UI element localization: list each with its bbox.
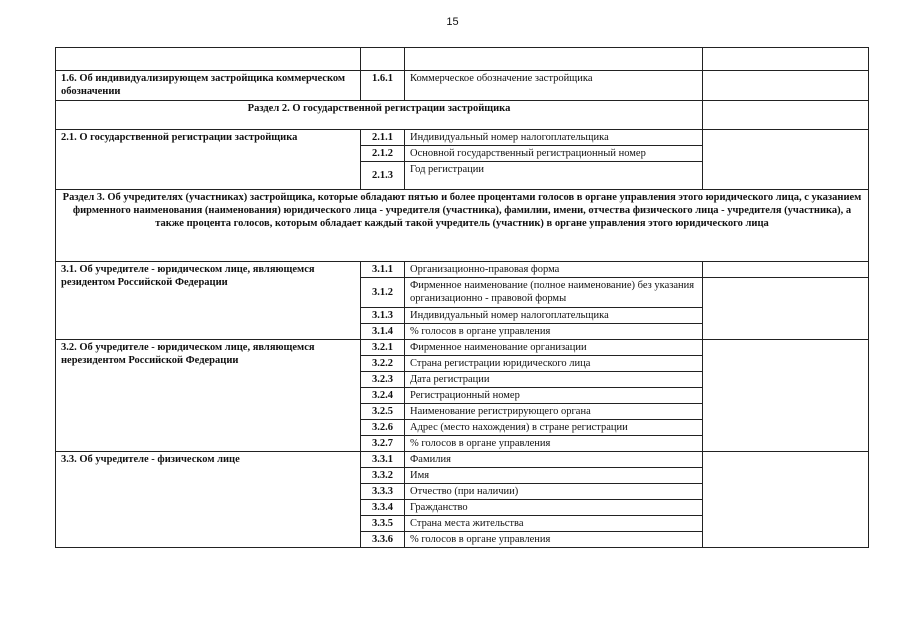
field-value-cell xyxy=(703,452,869,548)
blank-cell xyxy=(56,48,361,71)
field-code: 3.1.4 xyxy=(361,324,405,340)
field-code: 2.1.2 xyxy=(361,146,405,162)
field-value-cell xyxy=(703,71,869,101)
subsection-title-2-1: 2.1. О государственной регистрации застройщика xyxy=(56,130,361,190)
section-row xyxy=(56,101,869,130)
field-code: 3.3.3 xyxy=(361,484,405,500)
field-code: 3.1.2 xyxy=(361,278,405,308)
field-code: 3.3.2 xyxy=(361,468,405,484)
section-row xyxy=(56,190,869,262)
table-row xyxy=(56,130,869,146)
page-number: 15 xyxy=(446,16,459,28)
field-code: 3.3.4 xyxy=(361,500,405,516)
field-code: 2.1.3 xyxy=(361,162,405,190)
field-value-cell xyxy=(703,130,869,190)
blank-cell xyxy=(361,48,405,71)
field-label: Наименование регистрирующего органа xyxy=(405,404,703,420)
blank-cell xyxy=(405,48,703,71)
field-code: 3.3.1 xyxy=(361,452,405,468)
field-label: Имя xyxy=(405,468,703,484)
table-row xyxy=(56,262,869,278)
disclosure-form-table xyxy=(55,47,869,548)
blank-cell xyxy=(703,48,869,71)
field-value-cell xyxy=(703,278,869,340)
field-label: Страна места жительства xyxy=(405,516,703,532)
field-label: Основной государственный регистрационный номер xyxy=(405,146,703,162)
field-code: 1.6.1 xyxy=(361,71,405,101)
field-label: Регистрационный номер xyxy=(405,388,703,404)
section-title-3: Раздел 3. Об учредителях (участниках) застройщика, которые обладают пятью и более процентами голосов в органе управления этого юридического лица, с указанием фирменного наименования (наименования) юридического лица - учредителя (участника), фамилии, имени, отчества физического лица - учредителя (участника), а также процента голосов, которым обладает каждый такой учредитель (участник) в органе управления этого юридического лица xyxy=(56,190,869,262)
subsection-title-3-3: 3.3. Об учредителе - физическом лице xyxy=(56,452,361,548)
blank-cell xyxy=(703,101,869,130)
field-code: 3.2.5 xyxy=(361,404,405,420)
table-row xyxy=(56,340,869,356)
subsection-title-3-1: 3.1. Об учредителе - юридическом лице, являющемся резидентом Российской Федерации xyxy=(56,262,361,340)
section-title-2: Раздел 2. О государственной регистрации застройщика xyxy=(56,101,703,130)
field-label: Год регистрации xyxy=(405,162,703,190)
field-label: Отчество (при наличии) xyxy=(405,484,703,500)
table-row xyxy=(56,452,869,468)
subsection-title-3-2: 3.2. Об учредителе - юридическом лице, являющемся нерезидентом Российской Федерации xyxy=(56,340,361,452)
field-label: Фирменное наименование (полное наименование) без указания организационно - правовой формы xyxy=(405,278,703,308)
field-label: Индивидуальный номер налогоплательщика xyxy=(405,308,703,324)
field-code: 3.2.4 xyxy=(361,388,405,404)
field-code: 3.2.3 xyxy=(361,372,405,388)
field-label: Фамилия xyxy=(405,452,703,468)
field-code: 3.2.2 xyxy=(361,356,405,372)
field-label: % голосов в органе управления xyxy=(405,436,703,452)
field-label: % голосов в органе управления xyxy=(405,532,703,548)
field-code: 3.2.1 xyxy=(361,340,405,356)
field-label: % голосов в органе управления xyxy=(405,324,703,340)
field-value-cell xyxy=(703,340,869,452)
field-label: Гражданство xyxy=(405,500,703,516)
table-row-blank xyxy=(56,48,869,71)
field-label: Страна регистрации юридического лица xyxy=(405,356,703,372)
field-code: 3.3.6 xyxy=(361,532,405,548)
field-label: Адрес (место нахождения) в стране регистрации xyxy=(405,420,703,436)
field-label: Дата регистрации xyxy=(405,372,703,388)
field-code: 3.2.6 xyxy=(361,420,405,436)
subsection-title-1-6: 1.6. Об индивидуализирующем застройщика коммерческом обозначении xyxy=(56,71,361,101)
field-label: Фирменное наименование организации xyxy=(405,340,703,356)
field-value-cell xyxy=(703,262,869,278)
field-code: 3.1.3 xyxy=(361,308,405,324)
field-code: 3.3.5 xyxy=(361,516,405,532)
field-label: Коммерческое обозначение застройщика xyxy=(405,71,703,101)
table-row xyxy=(56,71,869,101)
field-code: 3.2.7 xyxy=(361,436,405,452)
field-label: Индивидуальный номер налогоплательщика xyxy=(405,130,703,146)
field-label: Организационно-правовая форма xyxy=(405,262,703,278)
field-code: 3.1.1 xyxy=(361,262,405,278)
field-code: 2.1.1 xyxy=(361,130,405,146)
